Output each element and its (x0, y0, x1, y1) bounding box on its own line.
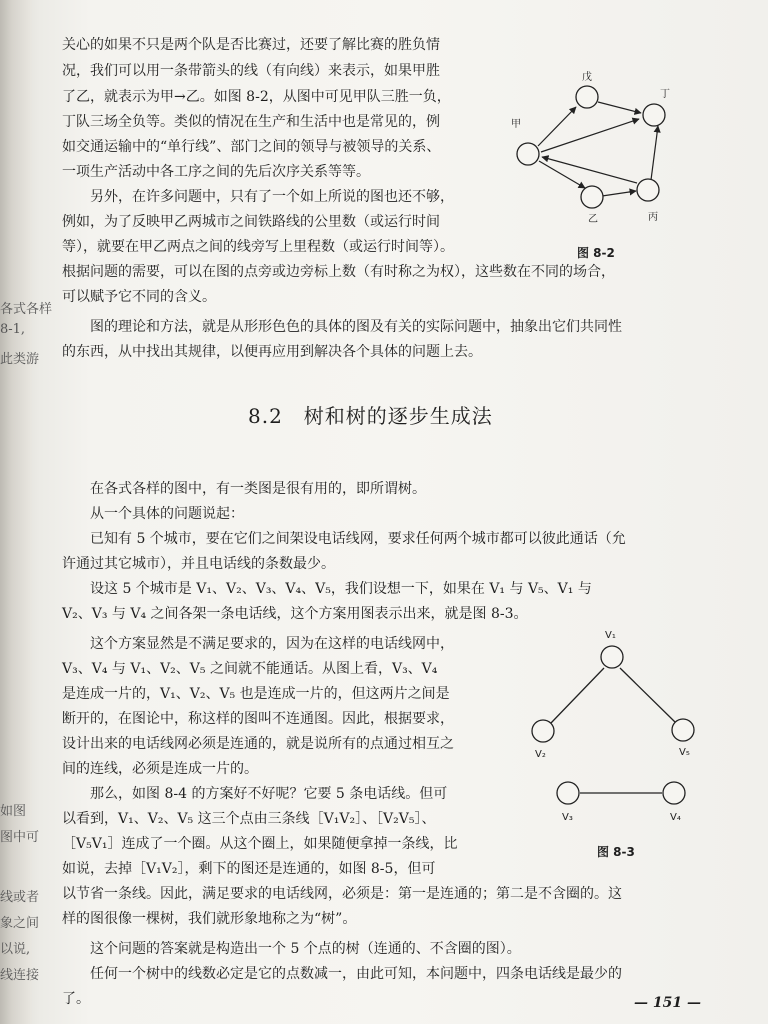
body-line: 任何一个树中的线数必定是它的点数减一，由此可知，本问题中，四条电话线是最少的 (90, 966, 622, 982)
edge-text: 象之间 (0, 916, 40, 931)
edge-text: 如图 (0, 804, 27, 819)
body-line: 断开的，在图论中，称这样的图叫不连通图。因此，根据要求， (62, 711, 454, 727)
body-line: 以看到，V₁、V₂、V₅ 这三个点由三条线［V₁V₂］、［V₂V₅］、 (62, 811, 436, 827)
node-wu (576, 86, 598, 108)
body-line: 设计出来的电话线网必须是连通的，就是说所有的点通过相互之 (62, 736, 454, 752)
edge-text: 线连接 (0, 968, 40, 983)
body-line: 许通过其它城市），并且电话线的条数最少。 (62, 556, 335, 572)
body-line: 这个方案显然是不满足要求的，因为在这样的电话线网中， (90, 636, 454, 652)
body-line: V₃、V₄ 与 V₁、V₂、V₅ 之间就不能通话。从图上看，V₃、V₄ (62, 661, 438, 677)
edge-text: 图中可 (0, 830, 40, 845)
node-label: V₄ (670, 812, 681, 823)
edge-bing-jia (542, 157, 637, 183)
body-line: V₂、V₃ 与 V₄ 之间各架一条电话线，这个方案用图表示出来，就是图 8-3。 (62, 606, 528, 622)
edge-bing-ding (651, 126, 658, 180)
node-label: V₅ (679, 747, 690, 758)
node-jia (517, 143, 539, 165)
edge-v1-v5 (620, 668, 675, 722)
body-line: 关心的如果不只是两个队是否比赛过，还要了解比赛的胜负情 (62, 37, 440, 53)
body-line: 样的图很像一棵树，我们就形象地称之为“树”。 (62, 911, 357, 927)
node-yi (581, 186, 603, 208)
figure-8-2-directed-graph (505, 60, 705, 260)
body-line: 另外，在许多问题中，只有了一个如上所说的图也还不够， (90, 189, 454, 205)
figure-8-3-disconnected-graph (525, 625, 710, 825)
body-line: 以节省一条线。因此，满足要求的电话线网，必须是：第一是连通的；第二是不含圈的。这 (62, 886, 622, 902)
body-line: 丁队三场全负等。类似的情况在生产和生活中也是常见的，例 (62, 114, 440, 130)
node-label: V₂ (535, 749, 546, 760)
facing-page-edge (0, 0, 53, 1024)
body-line: 可以赋予它不同的含义。 (62, 289, 216, 305)
page-number: — 151 — (634, 995, 701, 1011)
node-label: 丙 (648, 212, 658, 223)
node-v2 (532, 720, 554, 742)
body-line: 如说，去掉［V₁V₂］，剩下的图还是连通的，如图 8-5，但可 (62, 861, 436, 877)
body-line: 一项生产活动中各工序之间的先后次序关系等等。 (62, 164, 370, 180)
node-label: V₃ (562, 812, 573, 823)
body-line: 了。 (62, 991, 90, 1007)
edge-jia-wu (538, 107, 576, 146)
node-label: 戊 (582, 72, 592, 83)
edge-yi-bing (602, 191, 636, 196)
body-line: ［V₅V₁］连成了一个圈。从这个圈上，如果随便拿掉一条线，比 (62, 836, 458, 852)
node-ding (643, 104, 665, 126)
body-line: 图的理论和方法，就是从形形色色的具体的图及有关的实际问题中，抽象出它们共同性 (90, 319, 622, 335)
body-line: 在各式各样的图中，有一类图是很有用的，即所谓树。 (90, 481, 426, 497)
body-line: 了乙，就表示为甲→乙。如图 8-2，从图中可见甲队三胜一负， (62, 89, 451, 105)
node-v4 (663, 782, 685, 804)
body-line: 这个问题的答案就是构造出一个 5 个点的树（连通的、不含圈的图）。 (90, 941, 521, 957)
edge-v1-v2 (551, 668, 604, 723)
section-heading: 8.2 树和树的逐步生成法 (248, 404, 493, 428)
body-line: 等），就要在甲乙两点之间的线旁写上里程数（或运行时间等）。 (62, 239, 454, 255)
figure-caption: 图 8-3 (597, 845, 635, 859)
node-v1 (601, 646, 623, 668)
body-line: 已知有 5 个城市，要在它们之间架设电话线网，要求任何两个城市都可以彼此通话（允 (90, 531, 626, 547)
edge-text: 线或者 (0, 890, 40, 905)
node-label: 乙 (588, 214, 598, 225)
edge-text: 各式各样 (0, 302, 53, 317)
node-v3 (557, 782, 579, 804)
edge-text: 8-1, (0, 322, 26, 337)
body-line: 例如，为了反映甲乙两城市之间铁路线的公里数（或运行时间 (62, 214, 440, 230)
node-label: V₁ (605, 630, 616, 641)
node-label: 甲 (511, 119, 521, 130)
body-line: 那么，如图 8-4 的方案好不好呢？它要 5 条电话线。但可 (90, 786, 448, 802)
edge-wu-ding (598, 102, 641, 113)
node-bing (637, 179, 659, 201)
body-line: 如交通运输中的“单行线”、部门之间的领导与被领导的关系、 (62, 139, 441, 155)
edge-text: 此类游 (0, 352, 40, 367)
body-line: 从一个具体的问题说起： (90, 506, 244, 522)
node-label: 丁 (660, 89, 670, 100)
body-line: 的东西，从中找出其规律，以便再应用到解决各个具体的问题上去。 (62, 344, 482, 360)
edge-jia-ding (541, 119, 639, 152)
body-line: 设这 5 个城市是 V₁、V₂、V₃、V₄、V₅，我们设想一下，如果在 V₁ 与 V₅、V₁ 与 (90, 581, 592, 597)
body-line: 况，我们可以用一条带箭头的线（有向线）来表示，如果甲胜 (62, 63, 440, 79)
body-line: 间的连线，必须是连成一片的。 (62, 761, 258, 777)
node-v5 (672, 719, 694, 741)
edge-jia-yi (539, 161, 585, 188)
figure-caption: 图 8-2 (577, 246, 615, 260)
body-line: 是连成一片的，V₁、V₂、V₅ 也是连成一片的，但这两片之间是 (62, 686, 450, 702)
body-line: 根据问题的需要，可以在图的点旁或边旁标上数（有时称之为权），这些数在不同的场合， (62, 264, 615, 280)
edge-text: 以说, (0, 942, 31, 957)
